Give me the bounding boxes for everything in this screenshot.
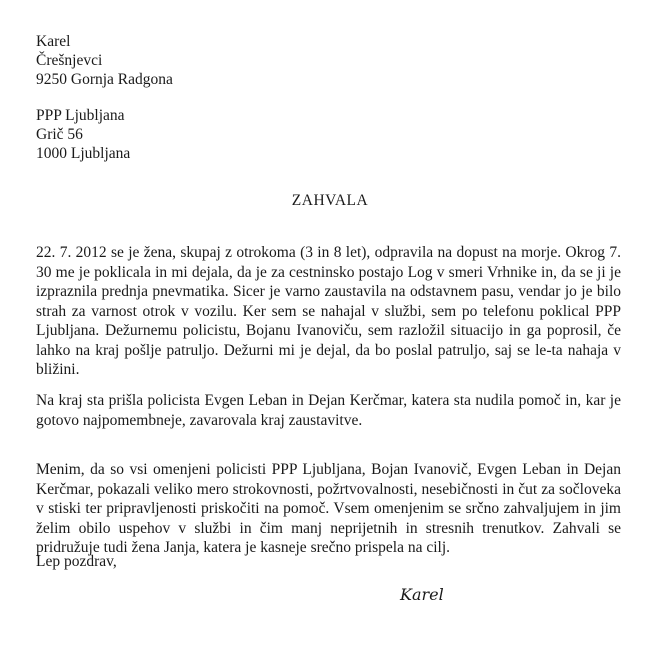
text-line: izpraznila prednja pnevmatika. Sicer je varno zaustavila na odstavnem pasu, vendar jo je bilo [36,283,621,300]
sender-city: 9250 Gornja Radgona [36,71,173,88]
paragraph-2 [36,391,621,430]
text-line: pridružuje tudi žena Janja, katera je kasneje srečno prispela na cilj. [36,539,451,556]
recipient-address [36,106,130,163]
text-line: lahko na kraj pošlje patruljo. Dežurni mi je dejal, da bo poslal patruljo, saj se le-ta nahaja v [36,341,621,359]
text-line: želim obilo uspehov v službi in čim manj neprijetnih in stresnih trenutkov. Zahvali se [36,519,621,537]
recipient-street: Grič 56 [36,126,83,143]
text-line: 30 me je poklicala in mi dejala, da je za cestninsko postajo Log v smeri Vrhnike in, da se ji je [36,263,621,281]
sender-street: Črešnjevci [36,52,103,69]
text-line: strah za varnost otrok v vozilu. Ker sem se nahajal v službi, sem po telefonu poklical PPP [36,302,621,320]
sender-name: Karel [36,33,71,50]
signature: Karel [400,585,444,604]
text-line: Menim, da so vsi omenjeni policisti PPP Ljubljana, Bojan Ivanovič, Evgen Leban in Dejan [36,461,621,478]
text-line: Na kraj sta prišla policista Evgen Leban in Dejan Kerčmar, katera sta nudila pomoč in, kar je [36,392,621,409]
text-line: bližini. [36,361,80,378]
text-line: Kerčmar, pokazali veliko mero strokovnosti, požrtvovalnosti, nesebičnosti in čut za sočloveka [36,480,621,498]
text-line: gotovo najpomembneje, zavarovala kraj zaustavitve. [36,411,363,429]
text-line: Ljubljana. Dežurnemu policistu, Bojanu Ivanoviču, sem razložil situacijo in ga poprosil, če [36,322,621,339]
paragraph-1 [36,243,621,380]
text-line: v stiski ter pripravljenosti priskočiti na pomoč. Vsem omenjenim se srčno zahvaljujem in jim [36,500,621,517]
text-line: 22. 7. 2012 se je žena, skupaj z otrokoma (3 in 8 let), odpravila na dopust na morje. Okrog 7. [36,244,621,261]
recipient-city: 1000 Ljubljana [36,145,131,162]
closing-greeting: Lep pozdrav, [36,553,117,570]
paragraph-3 [36,460,621,558]
letter-title: ZAHVALA [291,192,369,209]
sender-address [36,32,173,89]
recipient-name: PPP Ljubljana [36,107,125,124]
